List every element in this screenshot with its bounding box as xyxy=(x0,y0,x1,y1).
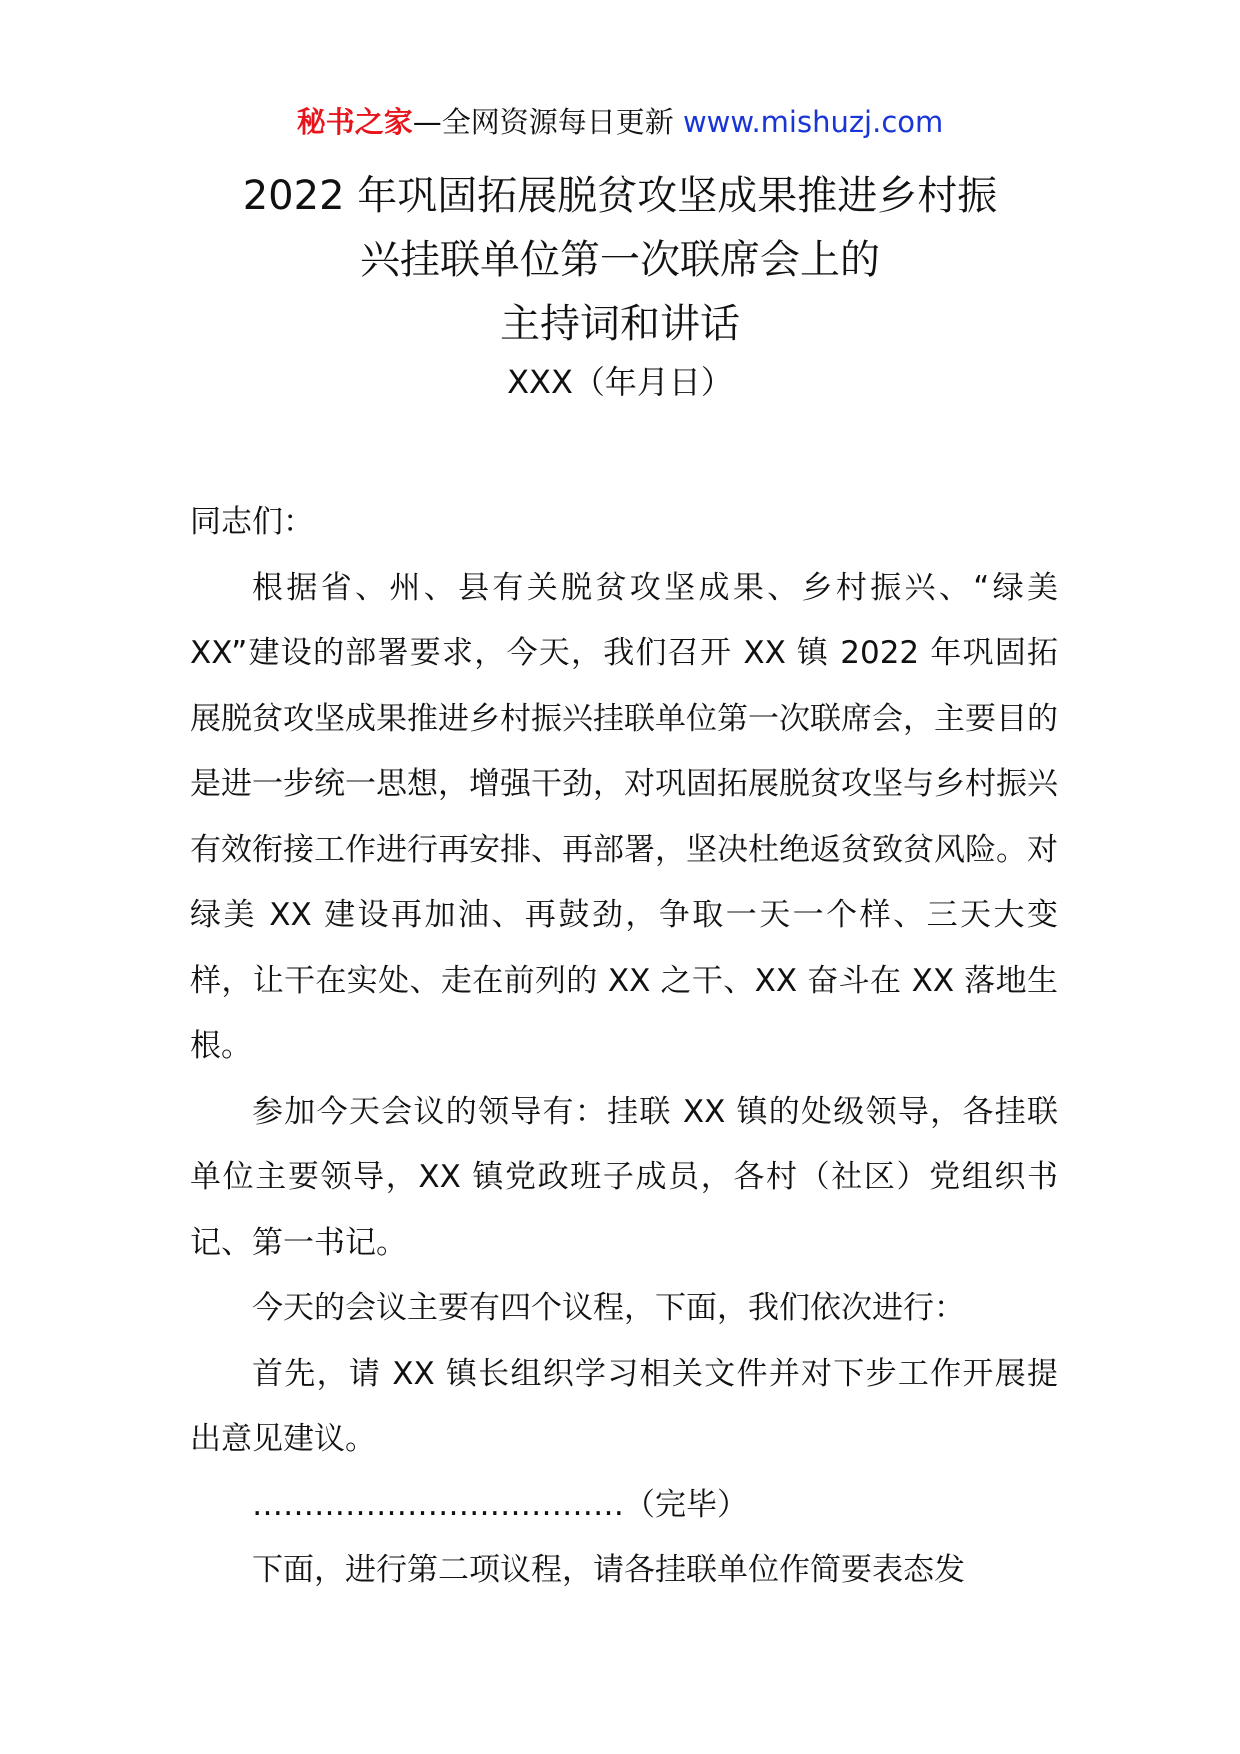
author-date: XXX（年月日） xyxy=(507,363,733,401)
body-paragraph: ………………………………（完毕） xyxy=(252,1486,748,1523)
body-paragraph: 参加今天会议的领导有：挂联 XX 镇的处级领导，各挂联单位主要领导，XX 镇党政班子成员，各村（社区）党组织书记、第一书记。 xyxy=(190,1093,1058,1261)
title-line: 2022 年巩固拓展脱贫攻坚成果推进乡村振 xyxy=(242,173,998,219)
site-banner xyxy=(0,102,1240,142)
title-line: 主持词和讲话 xyxy=(500,301,740,347)
body-paragraph: 根据省、州、县有关脱贫攻坚成果、乡村振兴、“绿美 XX”建设的部署要求，今天，我们召开 XX 镇 2022 年巩固拓展脱贫攻坚成果推进乡村振兴挂联单位第一次联席会，主要目的是进一步统一思想，增强干劲，对巩固拓展脱贫攻坚与乡村振兴有效衔接工作进行再安排、再部署，坚决杜绝返贫致贫风险。对绿美 XX 建设再加油、再鼓劲，争取一天一个样、三天大变样，让干在实处、走在前列的 XX 之干、XX 奋斗在 XX 落地生根。 xyxy=(190,569,1058,1064)
title-line: 兴挂联单位第一次联席会上的 xyxy=(360,237,880,283)
body-paragraph: 今天的会议主要有四个议程，下面，我们依次进行： xyxy=(252,1290,965,1326)
body-paragraph: 下面，进行第二项议程，请各挂联单位作简要表态发 xyxy=(252,1552,965,1588)
document-title xyxy=(120,164,1120,356)
document-body xyxy=(190,490,1058,1604)
site-url-link[interactable]: www.mishuzj.com xyxy=(682,105,944,139)
salutation: 同志们： xyxy=(190,504,314,540)
banner-slogan: —全网资源每日更新 xyxy=(412,105,674,139)
brand-name: 秘书之家 xyxy=(296,105,413,139)
body-paragraph: 首先，请 XX 镇长组织学习相关文件并对下步工作开展提出意见建议。 xyxy=(190,1355,1058,1457)
